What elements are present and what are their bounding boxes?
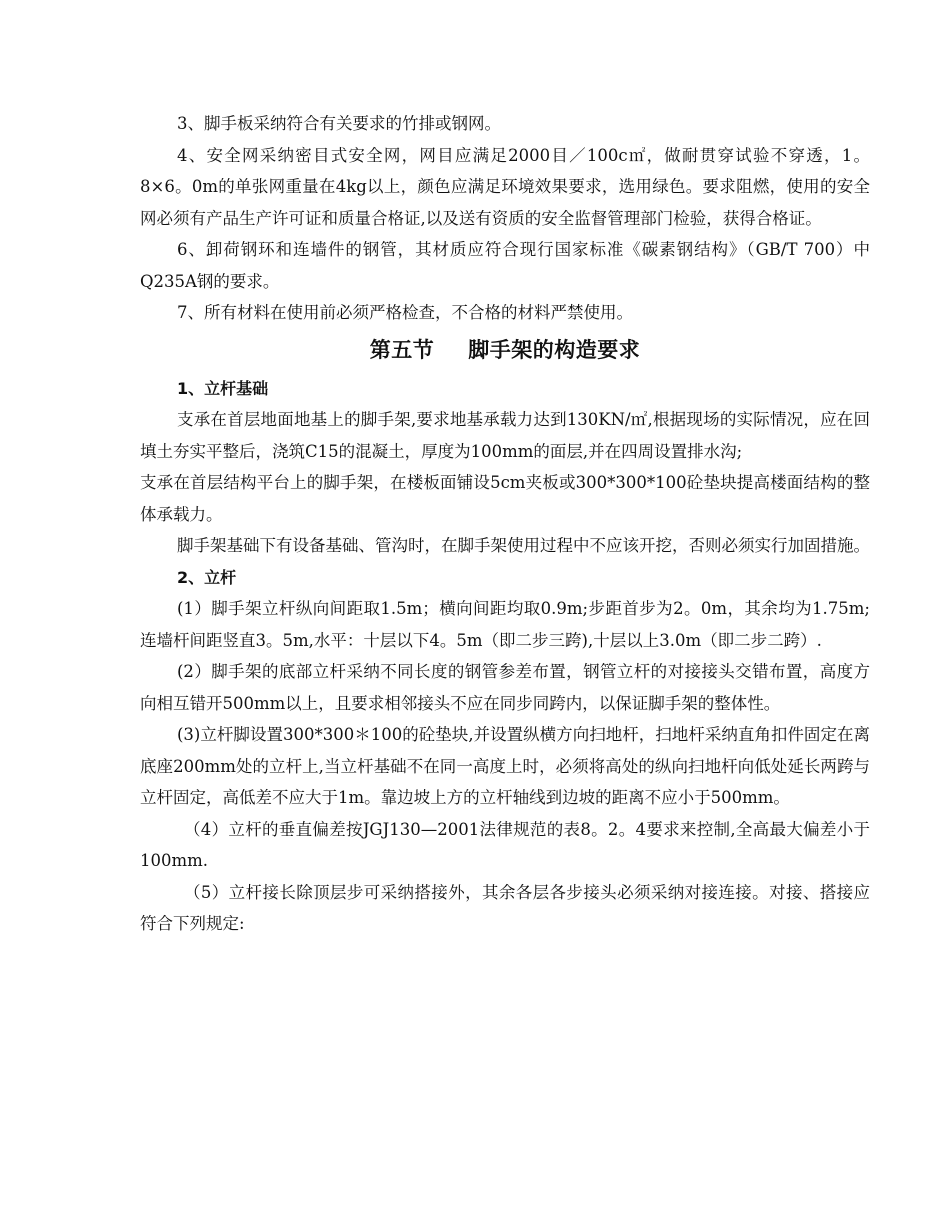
subheading-pole: 2、立杆 <box>177 567 237 587</box>
section-title: 脚手架的构造要求 <box>468 337 641 362</box>
subheading-foundation: 1、立杆基础 <box>177 378 269 398</box>
paragraph-3: 3、脚手板采纳符合有关要求的竹排或钢网。 <box>177 114 501 133</box>
pole-item-5: （5）立杆接长除顶层步可采纳搭接外，其余各层各步接头必须采纳对接连接。对接、搭接应符合下列规定: <box>140 882 870 933</box>
pole-item-3: (3)立杆脚设置300*300＊100的砼垫块,并设置纵横方向扫地杆，扫地杆采纳直角扣件固定在离底座200mm处的立杆上,当立杆基础不在同一高度上时，必须将高处的纵向扫地杆向低处延长两跨与立杆固定，高低差不应大于1m。靠边坡上方的立杆轴线到边坡的距离不应小于500mm。 <box>140 725 870 807</box>
section-heading <box>140 333 870 367</box>
foundation-text-a: 支承在首层地面地基上的脚手架,要求地基承载力达到130KN/㎡,根据现场的实际情况，应在回填土夯实平整后，浇筑C15的混凝土，厚度为100mm的面层,并在四周设置排水沟; <box>140 410 870 461</box>
pole-item-2: (2）脚手架的底部立杆采纳不同长度的钢管参差布置，钢管立杆的对接接头交错布置，高度方向相互错开500mm以上，且要求相邻接头不应在同步同跨内，以保证脚手架的整体性。 <box>140 662 870 713</box>
paragraph-7: 7、所有材料在使用前必须严格检查，不合格的材料严禁使用。 <box>177 303 633 322</box>
paragraph-4: 4、安全网采纳密目式安全网，网目应满足2000目／100c㎡，做耐贯穿试验不穿透，1。8×6。0m的单张网重量在4kg以上，颜色应满足环境效果要求，选用绿色。要求阻燃，使用的安全网必须有产品生产许可证和质量合格证,以及送有资质的安全监督管理部门检验，获得合格证。 <box>140 145 870 228</box>
foundation-text-c: 脚手架基础下有设备基础、管沟时，在脚手架使用过程中不应该开挖，否则必须实行加固措施。 <box>177 536 870 555</box>
section-number: 第五节 <box>369 337 435 362</box>
paragraph-6: 6、卸荷钢环和连墙件的钢管，其材质应符合现行国家标准《碳素钢结构》（GB/T 700）中Q235A钢的要求。 <box>140 240 870 291</box>
pole-item-1: (1）脚手架立杆纵向间距取1.5m；横向间距均取0.9m;步距首步为2。0m，其余均为1.75m;连墙杆间距竖直3。5m,水平：十层以下4。5m（即二步三跨),十层以上3.0m（即二步二跨）. <box>140 599 870 650</box>
pole-item-4: （4）立杆的垂直偏差按JGJ130—2001法律规范的表8。2。4要求来控制,全高最大偏差小于100mm. <box>140 819 870 870</box>
foundation-text-b: 支承在首层结构平台上的脚手架，在楼板面铺设5cm夹板或300*300*100砼垫块提高楼面结构的整体承载力。 <box>140 473 870 524</box>
document-page <box>140 108 870 940</box>
